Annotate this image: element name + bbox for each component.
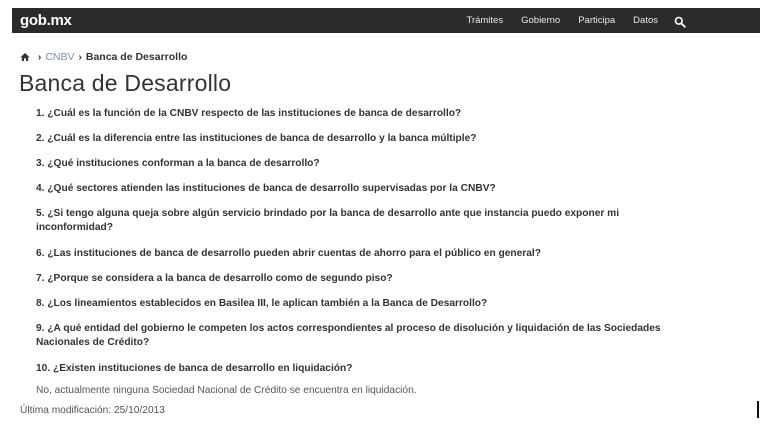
home-icon[interactable] [20,52,30,62]
faq-question-5[interactable]: 5. ¿Si tengo alguna queja sobre algún servicio brindado por la banca de desarrollo ante que instancia puedo exponer mi inconformidad? [36,208,620,233]
nav-link-tramites[interactable]: Trámites [466,15,504,26]
breadcrumb-separator-icon: › [78,51,82,63]
text-cursor [757,401,759,418]
search-icon[interactable] [674,15,686,27]
gobmx-logo[interactable]: gob.mx [20,12,72,29]
faq-question-2[interactable]: 2. ¿Cuál es la diferencia entre las instituciones de banca de desarrollo y la banca múltiple? [36,133,477,144]
breadcrumb-separator-icon: › [38,51,42,63]
faq-question-10[interactable]: 10. ¿Existen instituciones de banca de desarrollo en liquidación? [36,363,353,374]
faq-question-3[interactable]: 3. ¿Qué instituciones conforman a la banca de desarrollo? [36,158,320,169]
breadcrumb [20,51,187,63]
faq-question-1[interactable]: 1. ¿Cuál es la función de la CNBV respecto de las instituciones de banca de desarrollo? [36,108,462,119]
faq-question-8[interactable]: 8. ¿Los lineamientos establecidos en Basilea III, le aplican también a la Banca de Desarrollo? [36,298,488,309]
faq-answer-10: No, actualmente ninguna Sociedad Nacional de Crédito se encuentra en liquidación. [36,385,417,396]
nav-link-participa[interactable]: Participa [578,15,616,26]
nav-links [467,15,687,27]
page-title: Banca de Desarrollo [19,70,232,96]
faq-question-6[interactable]: 6. ¿Las instituciones de banca de desarrollo pueden abrir cuentas de ahorro para el público en general? [36,248,541,259]
top-navbar [12,8,760,33]
breadcrumb-link-cnbv[interactable]: CNBV [45,51,75,63]
faq-question-9[interactable]: 9. ¿A qué entidad del gobierno le competen los actos correspondientes al proceso de disolución y liquidación de las Sociedades Nacionales de Crédito? [36,323,661,348]
faq-question-4[interactable]: 4. ¿Qué sectores atienden las instituciones de banca de desarrollo supervisadas por la CNBV? [36,183,496,194]
last-modified: Última modificación: 25/10/2013 [20,405,165,416]
nav-link-gobierno[interactable]: Gobierno [521,15,561,26]
nav-link-datos[interactable]: Datos [633,15,658,26]
breadcrumb-current: Banca de Desarrollo [85,51,188,63]
faq-question-7[interactable]: 7. ¿Porque se considera a la banca de desarrollo como de segundo piso? [36,273,393,284]
